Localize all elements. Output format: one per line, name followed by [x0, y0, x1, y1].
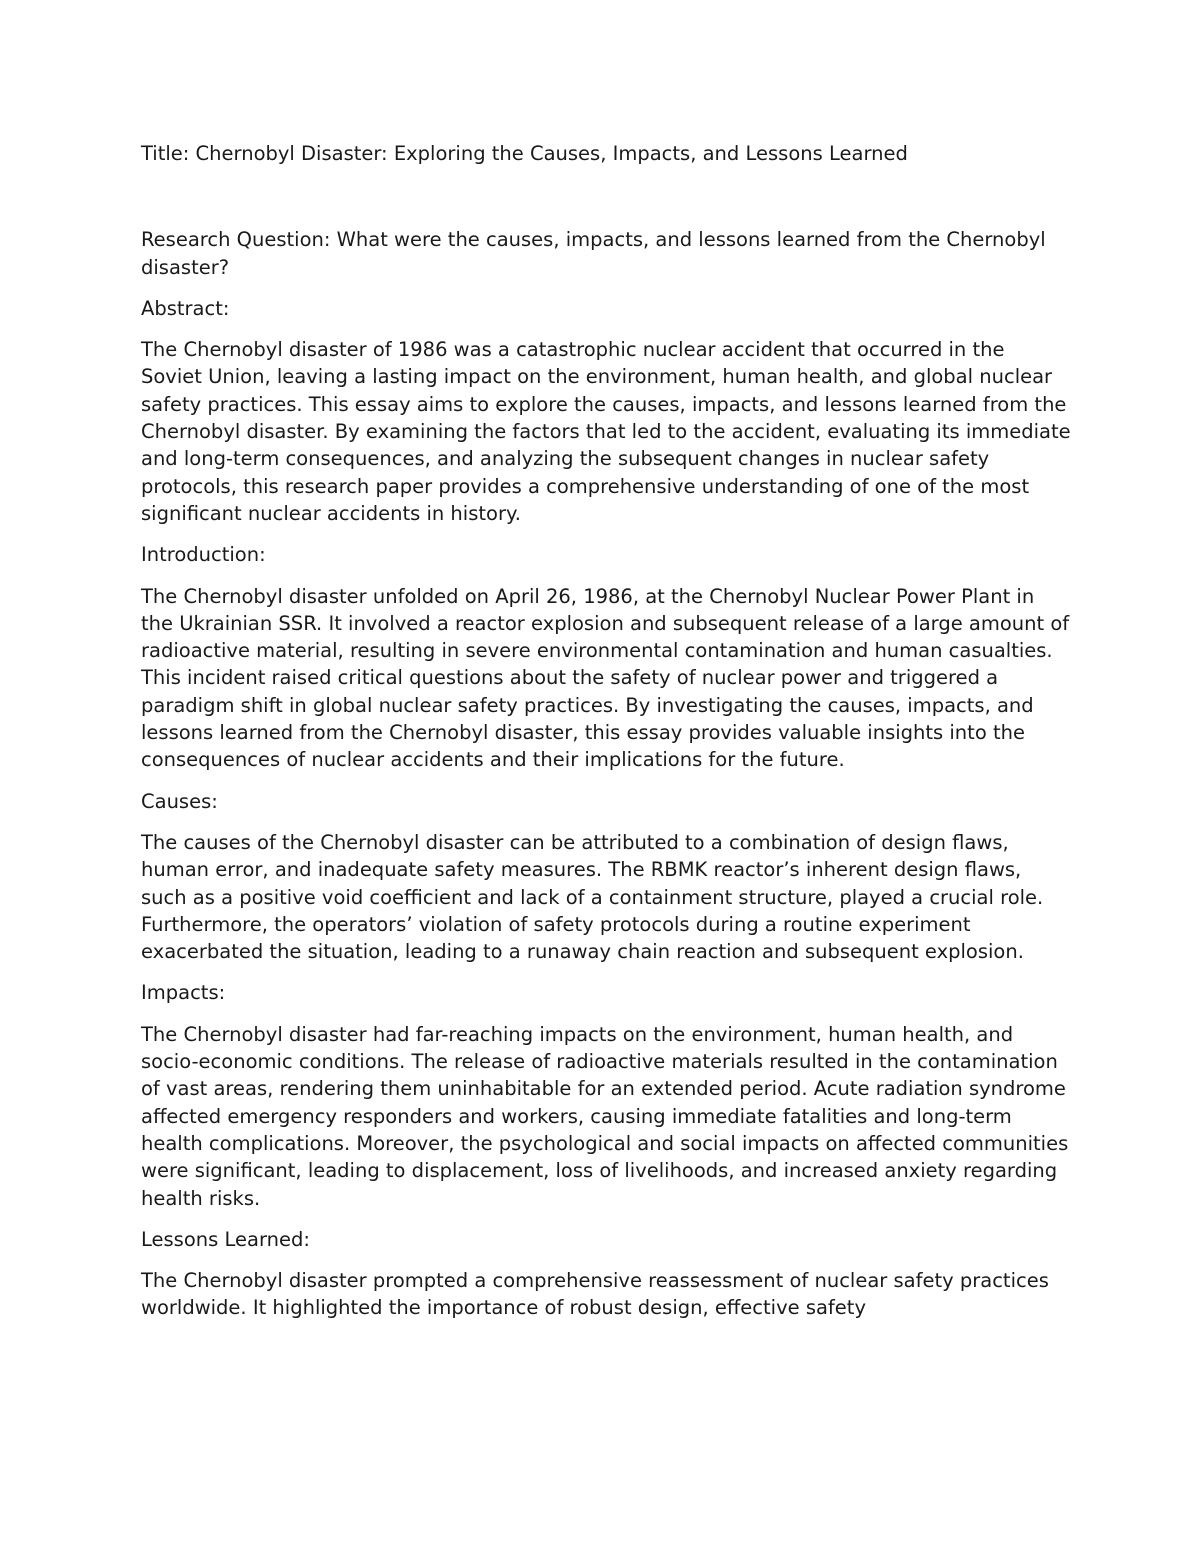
section-heading-causes: Causes:	[141, 789, 218, 813]
section-heading-introduction: Introduction:	[141, 543, 266, 567]
section-body-impacts: The Chernobyl disaster had far-reaching impacts on the environment, human health, and socio-economic conditions. The release of radioactive materials resulted in the contamination of vast areas, rendering them uninhabitable for an extended period. Acute radiation syndrome affected emergency responders and workers, causing immediate fatalities and long-term health complications. Moreover, the psychological and social impacts on affected communities were significant, leading to displacement, loss of livelihoods, and increased anxiety regarding health risks.	[141, 1022, 1069, 1210]
section-heading-impacts: Impacts:	[141, 981, 226, 1005]
section-heading-lessons-learned: Lessons Learned:	[141, 1227, 310, 1251]
section-body-lessons-learned: The Chernobyl disaster prompted a comprehensive reassessment of nuclear safety practices worldwide. It highlighted the importance of robust design, effective safety	[141, 1269, 1049, 1320]
research-question: Research Question: What were the causes, impacts, and lessons learned from the Chernobyl disaster?	[141, 228, 1046, 279]
section-body-introduction: The Chernobyl disaster unfolded on April 26, 1986, at the Chernobyl Nuclear Power Plant in the Ukrainian SSR. It involved a reactor explosion and subsequent release of a large amount of radioactive material, resulting in severe environmental contamination and human casualties. This incident raised critical questions about the safety of nuclear power and triggered a paradigm shift in global nuclear safety practices. By investigating the causes, impacts, and lessons learned from the Chernobyl disaster, this essay provides valuable insights into the consequences of nuclear accidents and their implications for the future.	[141, 584, 1070, 772]
document-body	[141, 140, 1071, 1336]
section-body-abstract: The Chernobyl disaster of 1986 was a catastrophic nuclear accident that occurred in the Soviet Union, leaving a lasting impact on the environment, human health, and global nuclear safety practices. This essay aims to explore the causes, impacts, and lessons learned from the Chernobyl disaster. By examining the factors that led to the accident, evaluating its immediate and long-term consequences, and analyzing the subsequent changes in nuclear safety protocols, this research paper provides a comprehensive understanding of one of the most significant nuclear accidents in history.	[141, 338, 1071, 525]
section-body-causes: The causes of the Chernobyl disaster can be attributed to a combination of design flaws, human error, and inadequate safety measures. The RBMK reactor’s inherent design flaws, such as a positive void coefficient and lack of a containment structure, played a crucial role. Furthermore, the operators’ violation of safety protocols during a routine experiment exacerbated the situation, leading to a runaway chain reaction and subsequent explosion.	[141, 830, 1044, 964]
document-title: Title: Chernobyl Disaster: Exploring the Causes, Impacts, and Lessons Learned	[141, 142, 908, 165]
section-heading-abstract: Abstract:	[141, 296, 230, 320]
